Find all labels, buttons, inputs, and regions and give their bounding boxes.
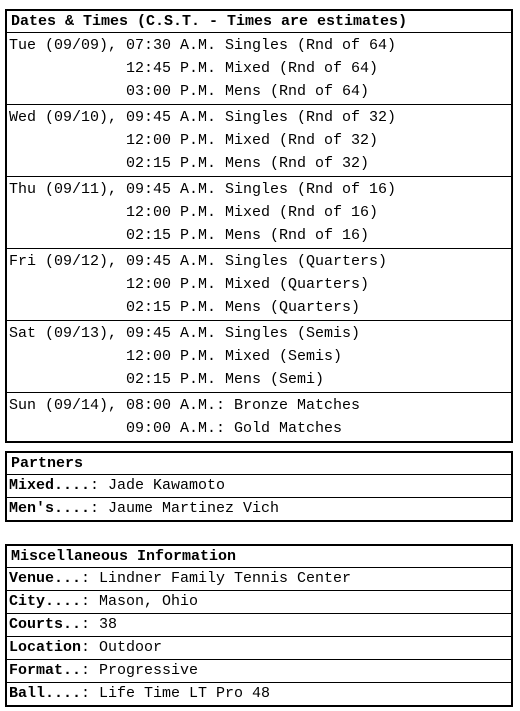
row-value: : Progressive (81, 662, 199, 679)
row-value: : Jade Kawamoto (90, 477, 226, 494)
day-group-wed (7, 105, 511, 177)
row-value: : Mason, Ohio (81, 593, 199, 610)
row-label: Format.. (9, 662, 82, 679)
schedule-line: 02:15 P.M. Mens (Semi) (9, 371, 325, 388)
partner-row-mens (7, 498, 511, 520)
schedule-line: 12:00 P.M. Mixed (Semis) (9, 348, 343, 365)
misc-row-courts (7, 614, 511, 637)
misc-table (5, 544, 513, 707)
schedule-line: 03:00 P.M. Mens (Rnd of 64) (9, 83, 370, 100)
schedule-line: Sat (09/13), 09:45 A.M. Singles (Semis) (9, 325, 361, 342)
row-label: City.... (9, 593, 82, 610)
row-value: : Outdoor (81, 639, 163, 656)
schedule-line: Fri (09/12), 09:45 A.M. Singles (Quarters) (9, 253, 388, 270)
row-label: Location (9, 639, 82, 656)
row-value: : 38 (81, 616, 118, 633)
schedule-line: Sun (09/14), 08:00 A.M.: Bronze Matches (9, 397, 361, 414)
schedule-line: 02:15 P.M. Mens (Rnd of 32) (9, 155, 370, 172)
schedule-line: 12:45 P.M. Mixed (Rnd of 64) (9, 60, 379, 77)
day-group-sun (7, 393, 511, 441)
row-value: : Lindner Family Tennis Center (81, 570, 352, 587)
partners-title: Partners (7, 453, 511, 475)
day-group-sat (7, 321, 511, 393)
schedule-line: Wed (09/10), 09:45 A.M. Singles (Rnd of 32) (9, 109, 397, 126)
schedule-line: 12:00 P.M. Mixed (Quarters) (9, 276, 370, 293)
misc-row-location (7, 637, 511, 660)
row-value: : Life Time LT Pro 48 (81, 685, 271, 702)
row-label: Men's.... (9, 500, 91, 517)
schedule-title: Dates & Times (C.S.T. - Times are estimates) (7, 11, 511, 33)
misc-row-venue (7, 568, 511, 591)
schedule-line: 02:15 P.M. Mens (Quarters) (9, 299, 361, 316)
schedule-line: 09:00 A.M.: Gold Matches (9, 420, 343, 437)
day-group-fri (7, 249, 511, 321)
schedule-line: Thu (09/11), 09:45 A.M. Singles (Rnd of 16) (9, 181, 397, 198)
schedule-line: 02:15 P.M. Mens (Rnd of 16) (9, 227, 370, 244)
misc-row-ball (7, 683, 511, 705)
row-value: : Jaume Martinez Vich (90, 500, 280, 517)
partner-row-mixed (7, 475, 511, 498)
day-group-tue (7, 33, 511, 105)
schedule-line: 12:00 P.M. Mixed (Rnd of 16) (9, 204, 379, 221)
day-group-thu (7, 177, 511, 249)
row-label: Venue... (9, 570, 82, 587)
row-label: Courts.. (9, 616, 82, 633)
misc-title: Miscellaneous Information (7, 546, 511, 568)
row-label: Mixed.... (9, 477, 91, 494)
partners-table (5, 451, 513, 522)
schedule-line: 12:00 P.M. Mixed (Rnd of 32) (9, 132, 379, 149)
schedule-line: Tue (09/09), 07:30 A.M. Singles (Rnd of 64) (9, 37, 397, 54)
misc-row-format (7, 660, 511, 683)
row-label: Ball.... (9, 685, 82, 702)
misc-row-city (7, 591, 511, 614)
schedule-table (5, 9, 513, 443)
